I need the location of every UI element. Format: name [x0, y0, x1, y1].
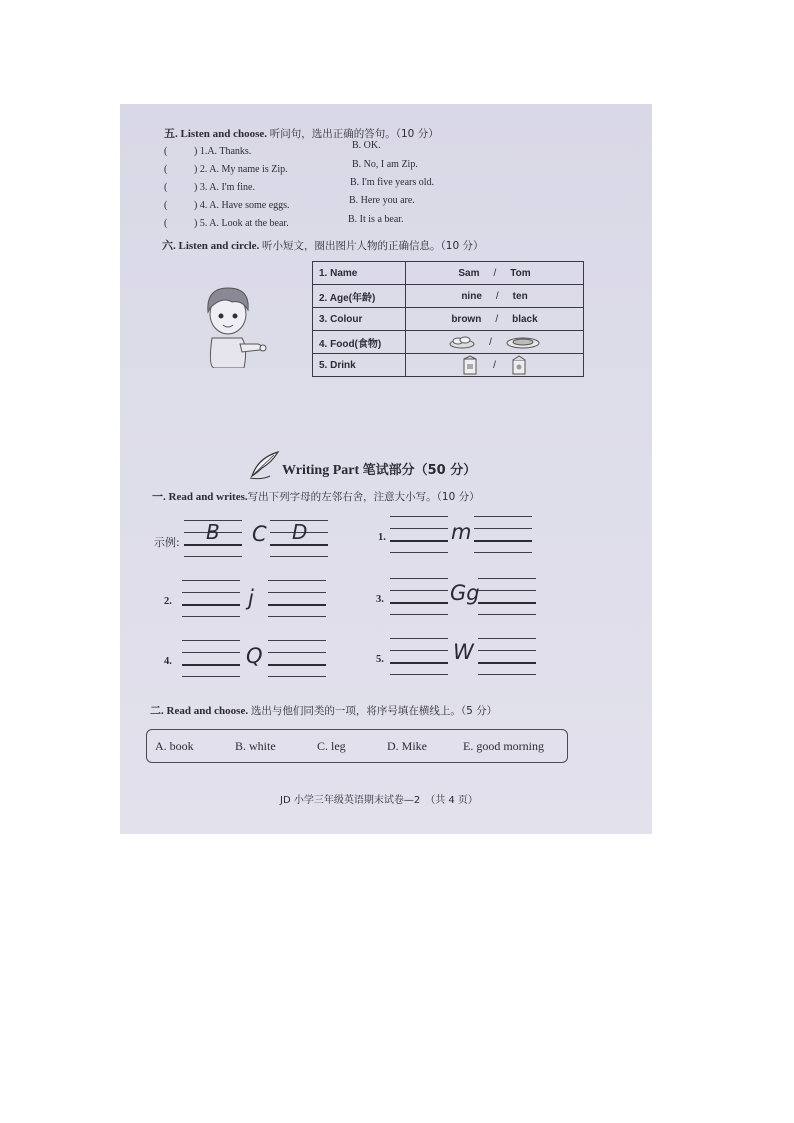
- info-table: [312, 261, 584, 377]
- boy-illustration: [192, 278, 272, 368]
- answer-lines-right[interactable]: [474, 514, 532, 554]
- question-row: [164, 164, 288, 175]
- page-footer: JD 小学三年级英语期末试卷—2 （共 4 页）: [280, 795, 478, 806]
- table-row: [313, 285, 584, 308]
- section2-title-zh: 选出与他们同类的一项，将序号填在横线上。（5 分）: [250, 705, 498, 717]
- option-right[interactable]: ten: [512, 290, 528, 302]
- given-letter: W: [453, 640, 474, 664]
- row-label: 1. Name: [313, 262, 406, 285]
- row-label: 5. Drink: [313, 354, 406, 377]
- example-left-lines: [184, 518, 242, 558]
- milk-carton-icon[interactable]: [510, 355, 528, 375]
- choice-option[interactable]: E. good morning: [463, 739, 544, 753]
- section6-title: [162, 237, 483, 253]
- row-label: 4. Food(食物): [313, 331, 406, 354]
- option-a: ) 3. A. I'm fine.: [194, 182, 255, 193]
- item-number: 2.: [164, 596, 172, 607]
- given-letter: Q: [246, 644, 263, 668]
- section5-title-zh: 听问句，选出正确的答句。（10 分）: [269, 128, 439, 140]
- table-row: [313, 354, 584, 377]
- option-a: ) 4. A. Have some eggs.: [194, 200, 290, 211]
- item-number: 3.: [376, 594, 384, 605]
- question-row: [164, 218, 289, 229]
- quill-icon: [248, 450, 282, 480]
- section2-title-en: Read and choose.: [166, 705, 249, 717]
- answer-lines-right[interactable]: [268, 638, 326, 678]
- choice-option[interactable]: D. Mike: [387, 739, 427, 753]
- question-row: [164, 182, 255, 193]
- given-letter: j: [248, 586, 254, 610]
- option-b: B. I'm five years old.: [350, 177, 435, 188]
- option-b: B. Here you are.: [349, 195, 415, 206]
- example-right-letter: D: [292, 520, 308, 544]
- option-a: ) 2. A. My name is Zip.: [194, 164, 288, 175]
- section5-title-en: Listen and choose.: [180, 128, 267, 140]
- option-b: B. It is a bear.: [348, 214, 404, 225]
- answer-lines-right[interactable]: [268, 578, 326, 618]
- option-b: B. OK.: [352, 140, 381, 151]
- option-left[interactable]: Sam: [458, 267, 480, 279]
- table-row: [313, 331, 584, 354]
- writing-title-zh: 笔试部分（50 分）: [362, 463, 477, 478]
- answer-lines-right[interactable]: [478, 636, 536, 676]
- answer-lines-left[interactable]: [390, 636, 448, 676]
- exam-sheet: [120, 104, 652, 834]
- example-right-lines: [270, 518, 328, 558]
- row-label: 3. Colour: [313, 308, 406, 331]
- question-row: [164, 146, 251, 157]
- given-letter: m: [451, 520, 472, 544]
- section2-number: 二.: [150, 705, 164, 717]
- choice-box: [146, 729, 568, 763]
- option-right[interactable]: black: [512, 313, 538, 325]
- answer-lines-left[interactable]: [182, 638, 240, 678]
- section5-title: [164, 125, 439, 141]
- section6-title-en: Listen and circle.: [178, 240, 260, 252]
- food-plate-icon[interactable]: [506, 335, 540, 349]
- table-row: [313, 308, 584, 331]
- separator: /: [493, 267, 497, 279]
- separator: /: [489, 336, 492, 348]
- answer-paren[interactable]: (: [164, 200, 168, 211]
- answer-paren[interactable]: (: [164, 218, 168, 229]
- answer-lines-left[interactable]: [182, 578, 240, 618]
- section6-number: 六.: [162, 240, 176, 252]
- answer-paren[interactable]: (: [164, 182, 168, 193]
- row-options: [406, 354, 584, 377]
- section1-title-zh: 写出下列字母的左邻右舍，注意大小写。（10 分）: [247, 491, 480, 503]
- table-row: [313, 262, 584, 285]
- writing-title-en: Writing Part: [282, 463, 360, 478]
- answer-lines-right[interactable]: [478, 576, 536, 616]
- item-number: 4.: [164, 656, 172, 667]
- section1-title-en: Read and writes.: [168, 491, 248, 503]
- section2-title: [150, 702, 497, 718]
- writing-part-title: [282, 459, 476, 479]
- choice-option[interactable]: A. book: [155, 739, 194, 753]
- example-mid-letter: C: [252, 522, 267, 546]
- juice-box-icon[interactable]: [461, 355, 479, 375]
- section5-number: 五.: [164, 128, 178, 140]
- choice-option[interactable]: C. leg: [317, 739, 346, 753]
- given-letter: Gg: [450, 581, 480, 605]
- answer-paren[interactable]: (: [164, 164, 168, 175]
- option-a: ) 5. A. Look at the bear.: [194, 218, 289, 229]
- row-label: 2. Age(年龄): [313, 285, 406, 308]
- option-left[interactable]: brown: [451, 313, 482, 325]
- row-options: [406, 308, 584, 331]
- answer-paren[interactable]: (: [164, 146, 168, 157]
- section1-number: 一.: [152, 491, 166, 503]
- row-options: [406, 331, 584, 354]
- answer-lines-left[interactable]: [390, 576, 448, 616]
- row-options: [406, 262, 584, 285]
- answer-lines-left[interactable]: [390, 514, 448, 554]
- separator: /: [493, 359, 496, 371]
- option-right[interactable]: Tom: [510, 267, 531, 279]
- question-row: [164, 200, 290, 211]
- item-number: 5.: [376, 654, 384, 665]
- separator: /: [495, 290, 499, 302]
- example-label: 示例:: [154, 536, 180, 549]
- section6-title-zh: 听小短文，圈出图片人物的正确信息。（10 分）: [262, 240, 484, 252]
- choice-option[interactable]: B. white: [235, 739, 276, 753]
- separator: /: [495, 313, 499, 325]
- item-number: 1.: [378, 532, 386, 543]
- option-left[interactable]: nine: [461, 290, 482, 302]
- eggs-plate-icon[interactable]: [449, 335, 475, 349]
- row-options: [406, 285, 584, 308]
- example-left-letter: B: [206, 520, 220, 544]
- option-b: B. No, I am Zip.: [352, 159, 418, 170]
- section1-title: [152, 488, 480, 504]
- option-a: ) 1.A. Thanks.: [194, 146, 252, 157]
